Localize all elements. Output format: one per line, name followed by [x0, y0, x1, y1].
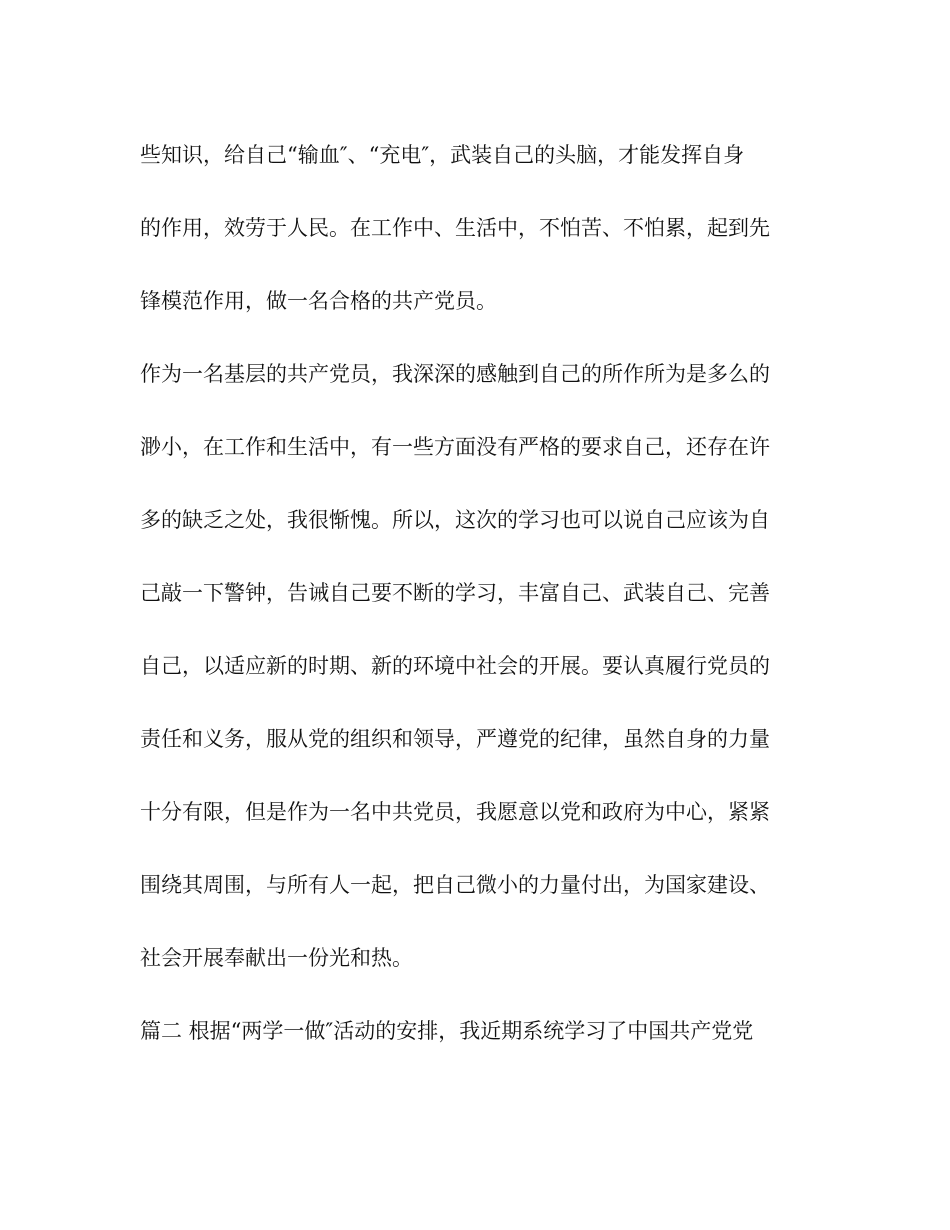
text-line: 责任和义务，服从党的组织和领导，严遵党的纪律，虽然自身的力量 — [140, 727, 770, 751]
text-line: 锋模范作用，做一名合格的共产党员。 — [140, 289, 497, 313]
text-line: 篇二 根据“两学一做″活动的安排，我近期系统学习了中国共产党党 — [140, 1019, 754, 1043]
text-line: 围绕其周围，与所有人一起，把自己微小的力量付出，为国家建设、 — [140, 873, 770, 897]
text-line: 自己，以适应新的时期、新的环境中社会的开展。要认真履行党员的 — [140, 654, 770, 678]
text-line: 渺小，在工作和生活中，有一些方面没有严格的要求自己，还存在许 — [140, 435, 770, 459]
text-line: 己敲一下警钟，告诫自己要不断的学习，丰富自己、武装自己、完善 — [140, 581, 770, 605]
text-line: 的作用，效劳于人民。在工作中、生活中，不怕苦、不怕累，起到先 — [140, 216, 770, 240]
text-line: 作为一名基层的共产党员，我深深的感触到自己的所作所为是多么的 — [140, 362, 770, 386]
text-line: 些知识，给自己“输血″、“充电″，武装自己的头脑，才能发挥自身 — [140, 143, 745, 167]
text-line: 十分有限，但是作为一名中共党员，我愿意以党和政府为中心，紧紧 — [140, 800, 770, 824]
text-line: 多的缺乏之处，我很惭愧。所以，这次的学习也可以说自己应该为自 — [140, 508, 770, 532]
text-line: 社会开展奉献出一份光和热。 — [140, 946, 413, 970]
